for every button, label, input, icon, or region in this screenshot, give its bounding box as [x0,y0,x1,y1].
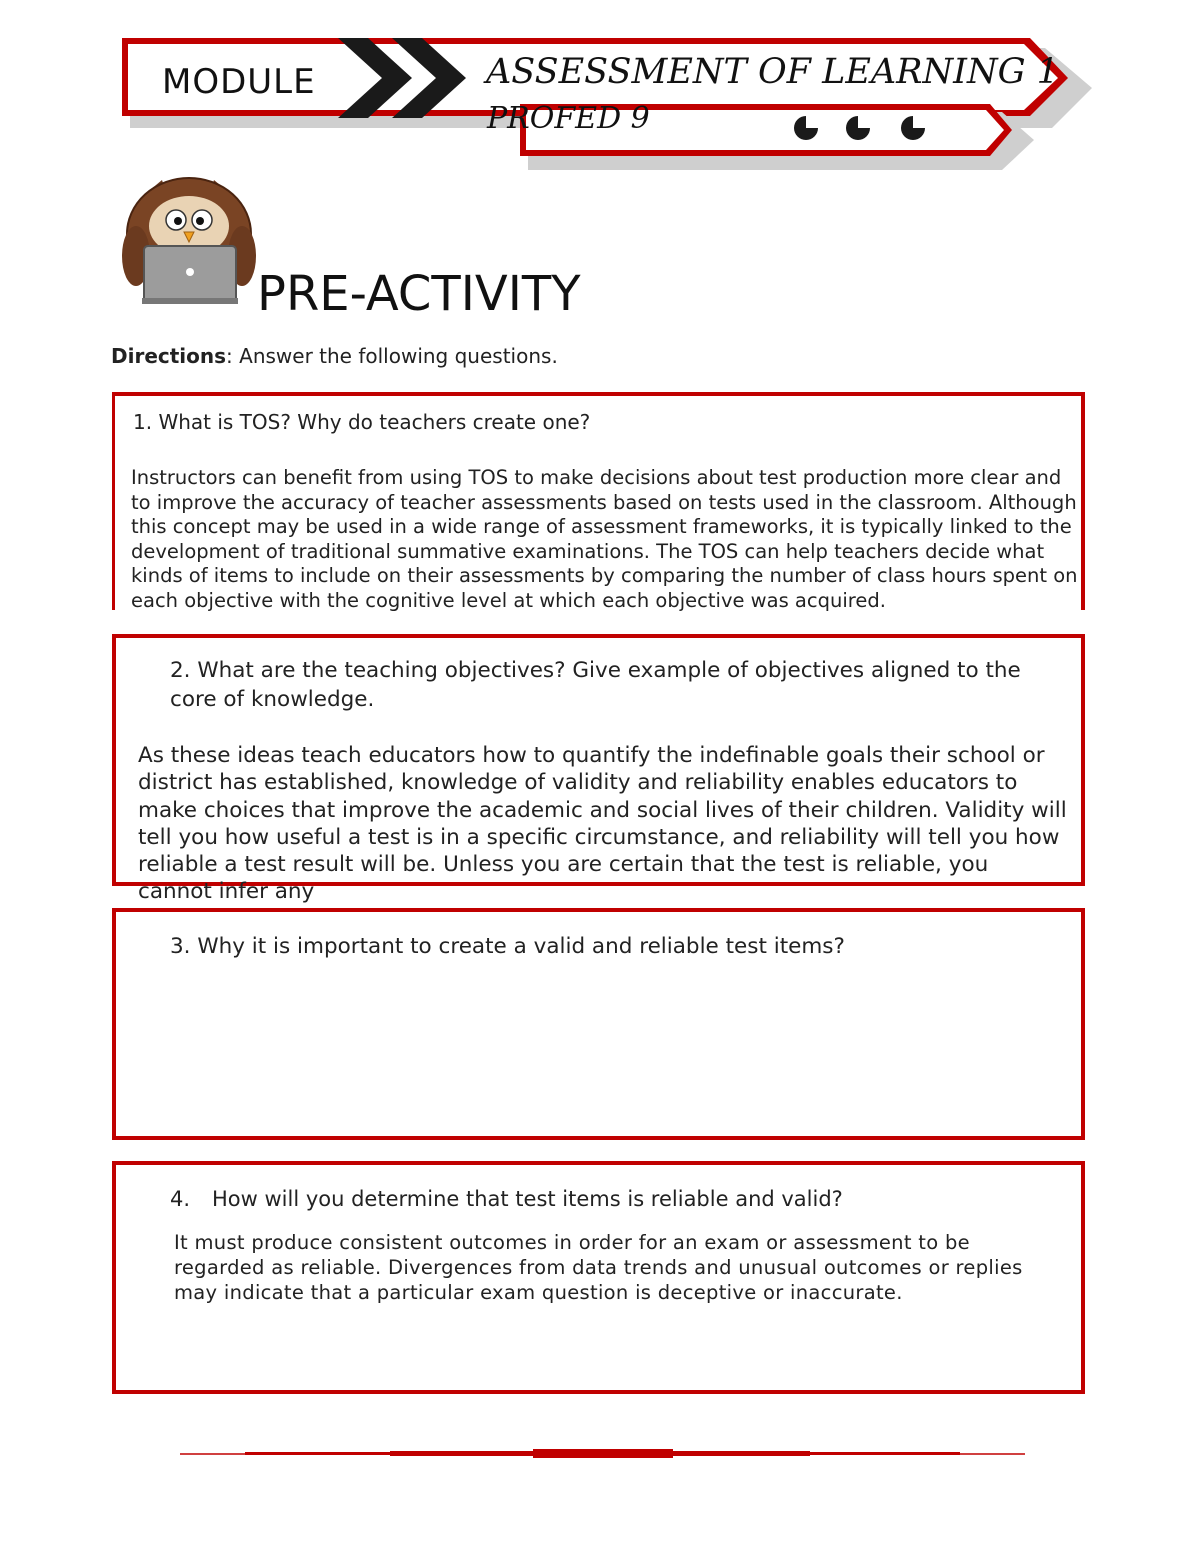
question-box-4 [112,1161,1085,1394]
owl-with-laptop-icon [122,176,257,311]
directions [111,344,558,368]
directions-text: : Answer the following questions. [226,344,558,368]
question-4-text: How will you determine that test items is reliable and valid? [212,1187,843,1211]
question-box-3 [112,908,1085,1140]
question-box-2 [112,634,1085,905]
course-code: PROFED 9 [487,101,650,136]
question-4-number: 4. [170,1187,191,1211]
course-title: ASSESSMENT OF LEARNING 1 [486,52,1059,92]
page-title: PRE-ACTIVITY [257,266,581,322]
question-box-1 [112,392,1085,610]
answer-4-text[interactable]: It must produce consistent outcomes in order for an exam or assessment to be regarded as reliable. Divergences from data trends and unusual outcomes or replies may indicate that a particular exam question is deceptive or inaccurate. [174,1231,1023,1304]
question-1-text: 1. What is TOS? Why do teachers create one? [133,410,591,434]
answer-1-text[interactable]: Instructors can benefit from using TOS to make decisions about test production more clear and to improve the accuracy of teacher assessments based on tests used in the classroom. Although this concept may be used in a wide range of assessment frameworks, it is typically linked to the development of traditional summative examinations. The TOS can help teachers decide what kinds of items to include on their assessments by comparing the number of class hours spent on each objective with the cognitive level at which each objective was acquired. [131,466,1078,612]
directions-label: Directions [111,344,227,368]
question-2-text: 2. What are the teaching objectives? Give example of objectives aligned to the core of knowledge. [170,658,1021,712]
question-3-text: 3. Why it is important to create a valid and reliable test items? [170,934,845,959]
footer-divider [0,1440,1200,1470]
module-label: MODULE [162,62,316,102]
answer-2-text[interactable]: As these ideas teach educators how to quantify the indefinable goals their school or district has established, knowledge of validity and reliability enables educators to make choices that improve the academic and social lives of their children. Validity will tell you how useful a test is in a specific circumstance, and reliability will tell you how reliable a test result will be. Unless you are certain that the test is reliable, you cannot infer any [138,743,1067,905]
